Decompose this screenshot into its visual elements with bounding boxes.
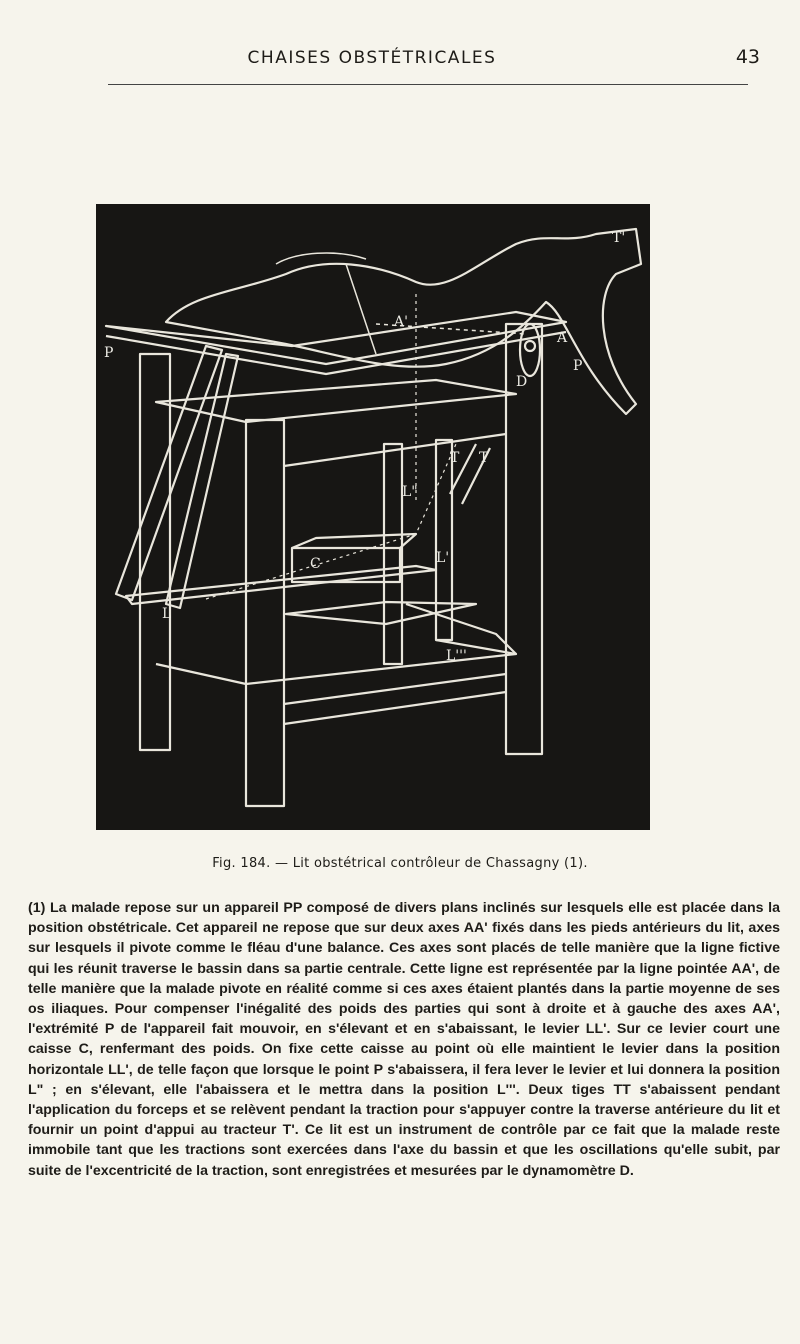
label-l-prime: L' bbox=[436, 550, 450, 566]
lever-ll bbox=[126, 566, 436, 604]
label-d: D bbox=[516, 374, 528, 390]
label-a-right: A bbox=[557, 330, 568, 346]
header-rule bbox=[108, 84, 748, 85]
bed-illustration bbox=[96, 204, 650, 830]
label-t2: T bbox=[479, 450, 489, 466]
figure-caption: Fig. 184. — Lit obstétrical contrôleur de Chassagny (1). bbox=[212, 856, 588, 871]
label-a-prime: A' bbox=[394, 314, 408, 330]
figure-engraving bbox=[96, 204, 650, 830]
page-number: 43 bbox=[735, 46, 760, 68]
label-c: C bbox=[310, 556, 321, 572]
label-t-prime: T' bbox=[612, 230, 626, 246]
back-left-leg bbox=[140, 354, 170, 750]
page-header bbox=[0, 44, 800, 74]
label-l-third: L''' bbox=[446, 648, 467, 664]
running-title: CHAISES OBSTÉTRICALES bbox=[247, 48, 497, 68]
front-left-leg bbox=[246, 420, 284, 806]
label-l-left: L bbox=[162, 606, 172, 622]
footnote-text: (1) La malade repose sur un appareil PP composé de divers plans inclinés sur lesquels elle est placée dans la position obstétricale. Cet appareil ne repose que sur deux axes AA' fixés dans les pieds antérieurs du lit, axes sur lesquels il pivote comme le fléau d'une balance. Ces axes sont placés de telle manière que la ligne fictive qui les réunit traverse le bassin dans sa partie centrale. Cette ligne est représentée par la ligne pointée AA', de telle manière que la malade pivote en réalité comme si ces axes étaient plantés dans la partie moyenne de ses os iliaques. Pour compenser l'inégalité des poids des parties qui sont à droite et à gauche des axes AA', l'extrémité P de l'appareil fait mouvoir, en s'élevant et en s'abaissant, le levier LL'. Sur ce levier court une caisse C, renfermant des poids. On fixe cette caisse au point où elle maintient le levier dans la position horizontale LL', de telle façon que lorsque le point P s'abaissera, il fera lever le levier et lui donnera la position L" ; en s'élevant, elle l'abaissera et le mettra dans la position L'''. Deux tiges TT s'abaissent pendant l'application du forceps et se relèvent pendant la traction pour s'appuyer contre la traverse antérieure du lit et fournir un point d'appui au tracteur T'. Ce lit est un instrument de contrôle par ce fait que la malade reste immobile tant que les tractions sont exercées dans l'axe du bassin et que les oscillations qu'elle subit, par suite de l'excentricité de la traction, sont enregistrées et mesurées par le dynamomètre D. bbox=[28, 900, 780, 1179]
label-p-left: P bbox=[104, 345, 114, 361]
label-p-right: P bbox=[573, 358, 583, 374]
label-l-upper: L" bbox=[402, 484, 418, 500]
label-t1: T bbox=[450, 450, 460, 466]
